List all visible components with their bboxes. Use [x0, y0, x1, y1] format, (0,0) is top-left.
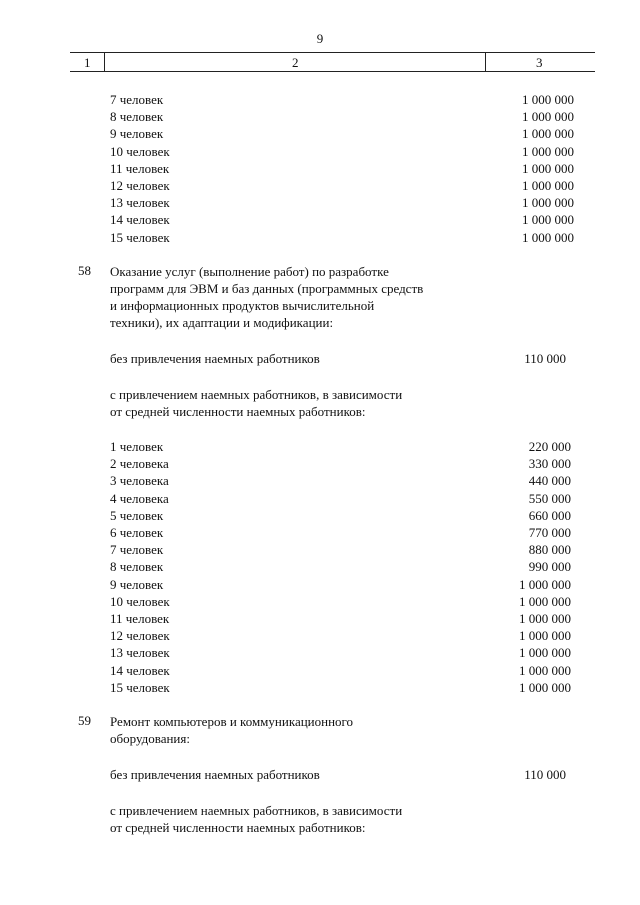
count-label: 9 человек: [110, 576, 164, 592]
header-top-rule: [70, 52, 595, 53]
header-divider: [485, 52, 486, 72]
amount-value: 1 000 000: [522, 212, 574, 228]
amount-value: 1 000 000: [522, 229, 574, 245]
without-workers-value: 110 000: [524, 767, 566, 782]
count-label: 10 человек: [110, 593, 170, 609]
count-label: 13 человек: [110, 645, 170, 661]
column-label: 2: [292, 55, 299, 70]
count-label: 8 человек: [110, 109, 164, 125]
column-header: [70, 52, 595, 74]
amount-value: 1 000 000: [519, 645, 571, 661]
count-label: 10 человек: [110, 143, 170, 159]
title-line: техники), их адаптации и модификации:: [110, 315, 334, 330]
count-label: 11 человек: [110, 160, 170, 176]
count-label: 7 человек: [110, 92, 164, 107]
title-line: Ремонт компьютеров и коммуникационного: [110, 714, 354, 729]
with-line: с привлечением наемных работников, в зависимости: [110, 803, 403, 818]
column-label: 3: [536, 55, 543, 70]
amount-value: 1 000 000: [519, 576, 571, 592]
amount-value: 1 000 000: [522, 178, 574, 193]
title-line: программ для ЭВМ и баз данных (программных средств: [110, 281, 424, 296]
with-line: с привлечением наемных работников, в зависимости: [110, 387, 403, 402]
amount-value: 1 000 000: [519, 679, 571, 695]
count-label: 13 человек: [110, 195, 170, 211]
with-line: от средней численности наемных работников:: [110, 820, 366, 835]
without-workers-label: без привлечения наемных работников: [110, 351, 320, 366]
without-workers-value: 110 000: [524, 351, 566, 366]
count-label: 15 человек: [110, 229, 170, 245]
amount-value: 880 000: [528, 542, 571, 558]
count-label: 4 человека: [110, 490, 169, 506]
amount-value: 1 000 000: [519, 628, 571, 644]
amount-value: 1 000 000: [519, 662, 571, 678]
title-line: Оказание услуг (выполнение работ) по разработке: [110, 264, 389, 279]
amount-value: 1 000 000: [522, 143, 574, 159]
header-divider: [104, 52, 105, 72]
with-workers-text: [110, 802, 402, 836]
count-label: 2 человека: [110, 456, 169, 472]
amount-value: 660 000: [528, 507, 571, 523]
column-label: 1: [84, 55, 91, 70]
count-label: 14 человек: [110, 212, 170, 228]
item-number: 58: [78, 263, 91, 278]
count-label: 14 человек: [110, 662, 170, 678]
amount-value: 220 000: [528, 439, 571, 454]
item-title: [110, 713, 353, 747]
amount-value: 990 000: [528, 559, 571, 575]
amount-value: 550 000: [528, 490, 571, 506]
amount-value: 440 000: [528, 473, 571, 489]
with-line: от средней численности наемных работников:: [110, 404, 366, 419]
amount-value: 1 000 000: [519, 611, 571, 626]
count-label: 8 человек: [110, 559, 164, 575]
title-line: и информационных продуктов вычислительной: [110, 298, 375, 313]
count-label: 15 человек: [110, 679, 170, 695]
amount-value: 330 000: [528, 456, 571, 472]
page-number: 9: [316, 31, 324, 46]
count-label: 12 человек: [110, 178, 170, 193]
count-label: 7 человек: [110, 542, 164, 558]
count-label: 9 человек: [110, 126, 164, 142]
amount-value: 1 000 000: [522, 92, 574, 107]
without-workers-label: без привлечения наемных работников: [110, 767, 320, 782]
amount-value: 1 000 000: [522, 195, 574, 211]
header-bottom-rule: [70, 71, 595, 72]
item-title: [110, 263, 423, 331]
amount-value: 1 000 000: [522, 160, 574, 176]
count-label: 12 человек: [110, 628, 170, 644]
with-workers-text: [110, 386, 402, 420]
count-label: 5 человек: [110, 507, 164, 523]
amount-value: 1 000 000: [522, 109, 574, 125]
title-line: оборудования:: [110, 731, 190, 746]
amount-value: 1 000 000: [519, 593, 571, 609]
count-label: 1 человек: [110, 439, 164, 454]
count-label: 3 человека: [110, 473, 169, 489]
count-label: 11 человек: [110, 611, 170, 626]
count-label: 6 человек: [110, 525, 164, 540]
amount-value: 770 000: [528, 525, 571, 540]
amount-value: 1 000 000: [522, 126, 574, 142]
item-number: 59: [78, 713, 91, 728]
